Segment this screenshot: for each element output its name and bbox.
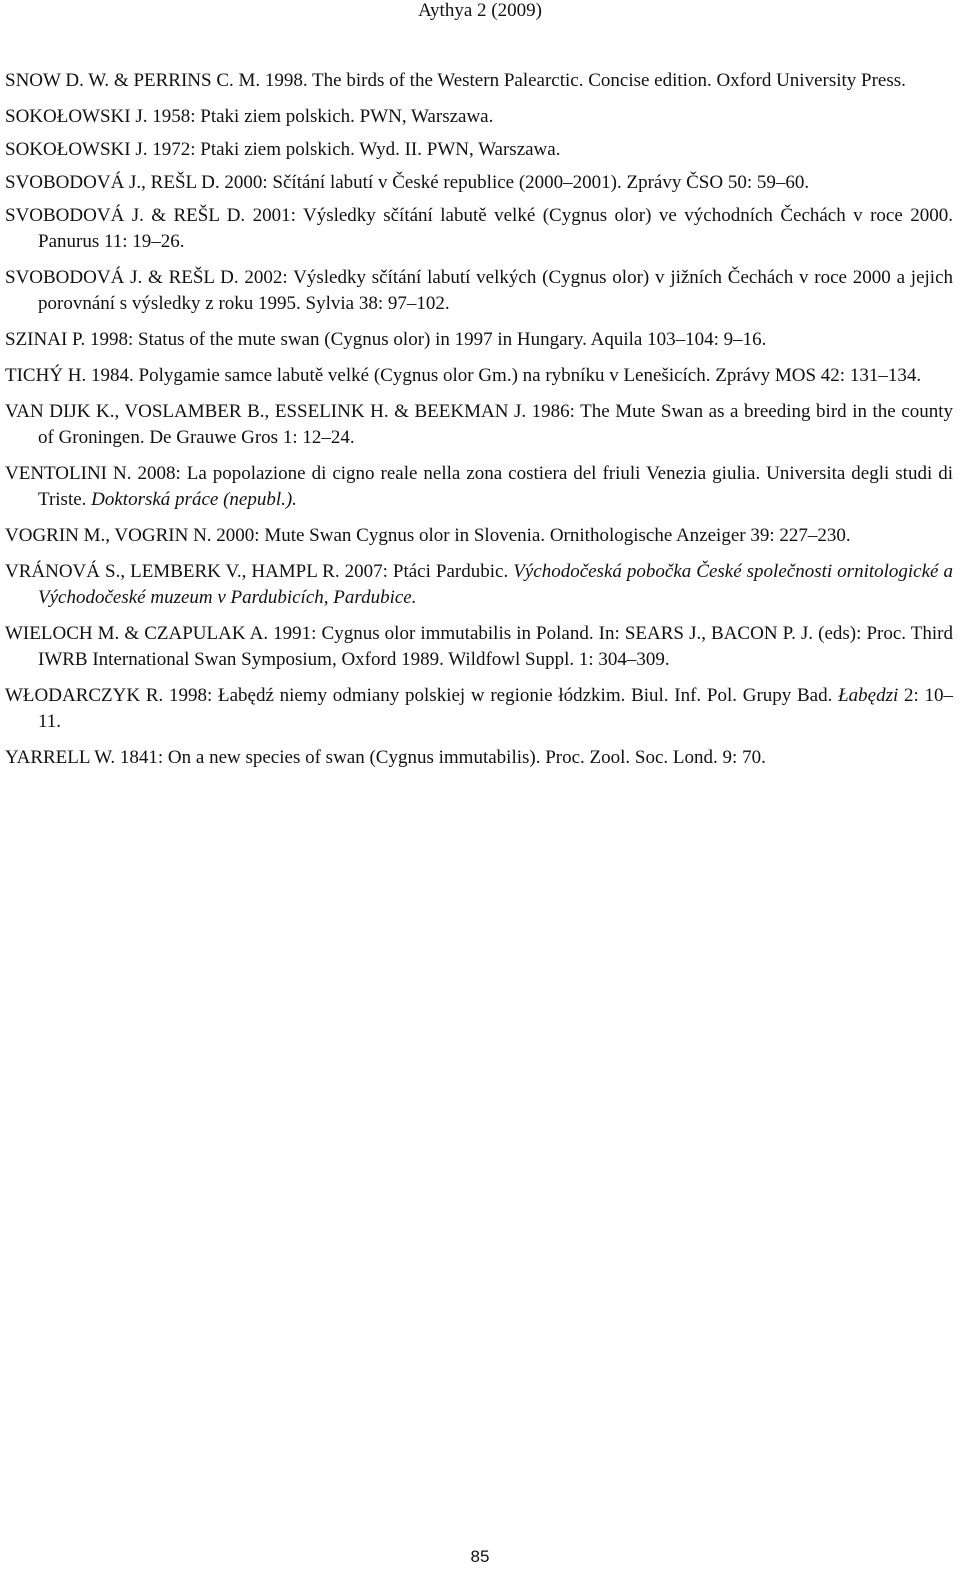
reference-item: TICHÝ H. 1984. Polygamie samce labutě velké (Cygnus olor Gm.) na rybníku v Lenešicích. Zprávy MOS 42: 131–134. <box>5 365 922 386</box>
reference-item: WIELOCH M. & CZAPULAK A. 1991: Cygnus olor immutabilis in Poland. In: SEARS J., BACON P. J. (eds): Proc. Third IWRB International Swan Symposium, Oxford 1989. Wildfowl Suppl. 1: 304–309. <box>5 623 953 670</box>
running-header <box>0 0 960 22</box>
reference-item: SOKOŁOWSKI J. 1958: Ptaki ziem polskich. PWN, Warszawa. <box>5 106 494 127</box>
reference-item: VAN DIJK K., VOSLAMBER B., ESSELINK H. & BEEKMAN J. 1986: The Mute Swan as a breeding bird in the county of Groningen. De Grauwe Gros 1: 12–24. <box>5 401 953 448</box>
reference-item: SZINAI P. 1998: Status of the mute swan (Cygnus olor) in 1997 in Hungary. Aquila 103–104: 9–16. <box>5 329 767 350</box>
reference-italic: Łabędzi <box>838 685 899 706</box>
reference-item: SVOBODOVÁ J., REŠL D. 2000: Sčítání labutí v České republice (2000–2001). Zprávy ČSO 50: 59–60. <box>5 172 810 193</box>
reference-item: VOGRIN M., VOGRIN N. 2000: Mute Swan Cygnus olor in Slovenia. Ornithologische Anzeiger 39: 227–230. <box>5 525 851 546</box>
reference-italic: Doktorská práce (nepubl.). <box>91 489 297 510</box>
journal-title: Aythya 2 (2009) <box>418 0 542 21</box>
reference-item: SOKOŁOWSKI J. 1972: Ptaki ziem polskich. Wyd. II. PWN, Warszawa. <box>5 139 561 160</box>
reference-item: VRÁNOVÁ S., LEMBERK V., HAMPL R. 2007: Ptáci Pardubic. Východočeská pobočka České společnosti ornitologické a Východočeské muzeum v Pardubicích, Pardubice. <box>5 561 953 608</box>
reference-italic: Východočeská pobočka České společnosti ornitologické a Východočeské muzeum v Pardubicích, Pardubice. <box>38 561 953 608</box>
reference-item: WŁODARCZYK R. 1998: Łabędź niemy odmiany polskiej w regionie łódzkim. Biul. Inf. Pol. Grupy Bad. Łabędzi 2: 10–11. <box>5 685 953 732</box>
reference-item: SVOBODOVÁ J. & REŠL D. 2001: Výsledky sčítání labutě velké (Cygnus olor) ve východních Čechách v roce 2000. Panurus 11: 19–26. <box>5 205 953 252</box>
reference-item: SNOW D. W. & PERRINS C. M. 1998. The birds of the Western Palearctic. Concise edition. Oxford University Press. <box>5 70 906 91</box>
reference-item: VENTOLINI N. 2008: La popolazione di cigno reale nella zona costiera del friuli Venezia giulia. Universita degli studi di Triste. Doktorská práce (nepubl.). <box>5 463 953 510</box>
page-number: 85 <box>470 1547 490 1566</box>
reference-list <box>5 68 953 781</box>
reference-item: SVOBODOVÁ J. & REŠL D. 2002: Výsledky sčítání labutí velkých (Cygnus olor) v jižních Čechách v roce 2000 a jejich porovnání s výsledky z roku 1995. Sylvia 38: 97–102. <box>5 267 953 314</box>
reference-item: YARRELL W. 1841: On a new species of swan (Cygnus immutabilis). Proc. Zool. Soc. Lond. 9: 70. <box>5 747 766 768</box>
